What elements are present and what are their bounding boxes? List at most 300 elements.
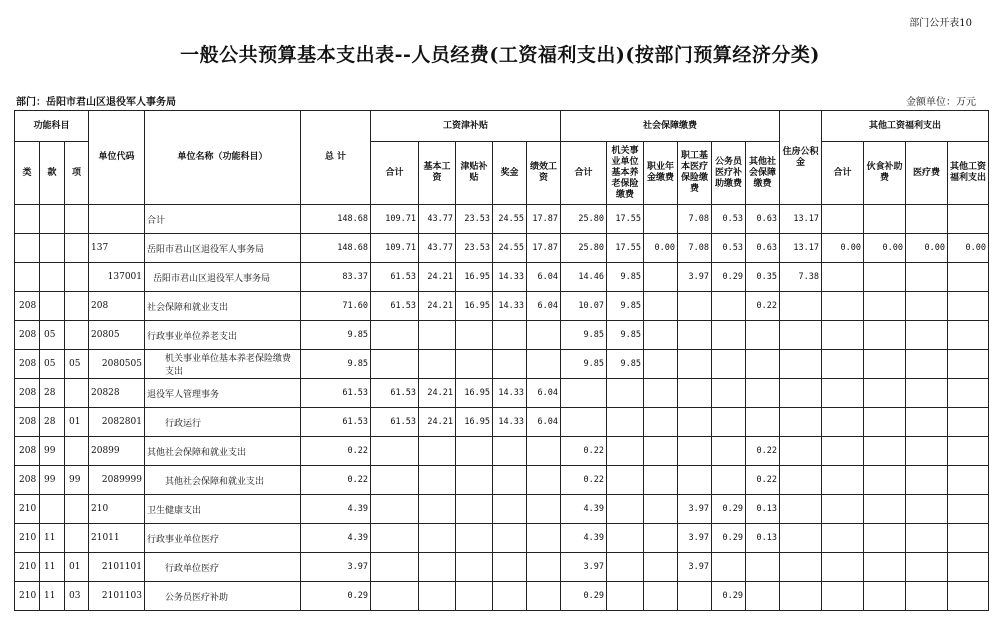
cell-med-fee <box>906 292 948 321</box>
cell-kuan: 11 <box>40 524 65 553</box>
cell-bonus <box>493 350 527 379</box>
header-bonus: 奖金 <box>493 142 527 205</box>
cell-perf-wage: 17.87 <box>527 205 561 234</box>
cell-allowance: 16.95 <box>456 292 493 321</box>
cell-medical <box>678 292 712 321</box>
cell-medical <box>678 321 712 350</box>
cell-lei: 208 <box>15 408 40 437</box>
cell-allowance: 16.95 <box>456 408 493 437</box>
header-lei: 类 <box>15 142 40 205</box>
cell-annuity <box>644 495 678 524</box>
cell-medical <box>678 408 712 437</box>
cell-base-wage: 24.21 <box>419 379 456 408</box>
cell-bonus: 14.33 <box>493 263 527 292</box>
cell-meal <box>864 205 906 234</box>
cell-meal <box>864 292 906 321</box>
cell-other-welfare <box>948 205 989 234</box>
cell-civil-med <box>712 553 746 582</box>
cell-unit-name: 行政单位医疗 <box>145 553 301 582</box>
table-row <box>15 408 989 437</box>
cell-xiang: 99 <box>65 466 89 495</box>
cell-housing-fund <box>780 582 822 611</box>
cell-base-wage: 24.21 <box>419 408 456 437</box>
cell-allowance: 16.95 <box>456 379 493 408</box>
cell-wage-sum <box>371 495 419 524</box>
cell-med-fee <box>906 524 948 553</box>
cell-pension <box>607 553 644 582</box>
cell-other-welfare <box>948 553 989 582</box>
cell-allowance <box>456 350 493 379</box>
cell-unit-code: 208 <box>89 292 145 321</box>
table-row <box>15 437 989 466</box>
cell-med-fee <box>906 379 948 408</box>
table-row <box>15 292 989 321</box>
department-label: 部门：岳阳市君山区退役军人事务局 <box>16 97 176 108</box>
cell-perf-wage: 6.04 <box>527 263 561 292</box>
doc-tag: 部门公开表10 <box>909 18 972 29</box>
cell-bonus: 24.55 <box>493 234 527 263</box>
cell-lei: 210 <box>15 582 40 611</box>
cell-med-fee <box>906 437 948 466</box>
cell-social-sum: 0.29 <box>561 582 607 611</box>
cell-medical <box>678 437 712 466</box>
header-perf-wage: 绩效工资 <box>527 142 561 205</box>
cell-xiang: 03 <box>65 582 89 611</box>
cell-bonus <box>493 437 527 466</box>
cell-unit-name: 其他社会保障和就业支出 <box>145 437 301 466</box>
cell-med-fee <box>906 466 948 495</box>
cell-xiang <box>65 495 89 524</box>
cell-pension <box>607 408 644 437</box>
cell-base-wage: 24.21 <box>419 292 456 321</box>
cell-annuity <box>644 582 678 611</box>
cell-housing-fund <box>780 495 822 524</box>
cell-wage-sum: 61.53 <box>371 408 419 437</box>
cell-kuan: 28 <box>40 379 65 408</box>
cell-kuan: 11 <box>40 582 65 611</box>
budget-table <box>14 110 989 611</box>
cell-annuity <box>644 350 678 379</box>
cell-medical: 3.97 <box>678 524 712 553</box>
cell-xiang <box>65 205 89 234</box>
cell-kuan: 11 <box>40 553 65 582</box>
header-other-group: 其他工资福利支出 <box>822 111 989 142</box>
cell-other-sum <box>822 292 864 321</box>
cell-med-fee: 0.00 <box>906 234 948 263</box>
cell-other-social: 0.22 <box>746 466 780 495</box>
cell-unit-code <box>89 205 145 234</box>
cell-social-sum: 25.80 <box>561 205 607 234</box>
cell-social-sum: 0.22 <box>561 466 607 495</box>
cell-total: 0.22 <box>301 437 371 466</box>
cell-lei: 210 <box>15 495 40 524</box>
cell-other-social: 0.63 <box>746 234 780 263</box>
cell-perf-wage <box>527 582 561 611</box>
cell-base-wage <box>419 495 456 524</box>
cell-other-sum <box>822 466 864 495</box>
header-allowance: 津贴补贴 <box>456 142 493 205</box>
cell-other-welfare <box>948 408 989 437</box>
cell-allowance: 23.53 <box>456 205 493 234</box>
cell-social-sum: 4.39 <box>561 524 607 553</box>
cell-annuity <box>644 321 678 350</box>
cell-base-wage <box>419 582 456 611</box>
cell-allowance: 23.53 <box>456 234 493 263</box>
cell-wage-sum <box>371 466 419 495</box>
cell-pension: 9.85 <box>607 321 644 350</box>
cell-housing-fund <box>780 408 822 437</box>
cell-annuity <box>644 205 678 234</box>
cell-annuity <box>644 437 678 466</box>
cell-base-wage <box>419 524 456 553</box>
cell-med-fee <box>906 205 948 234</box>
cell-allowance <box>456 466 493 495</box>
cell-meal <box>864 582 906 611</box>
cell-social-sum: 10.07 <box>561 292 607 321</box>
table-body <box>15 205 989 611</box>
cell-unit-name: 行政事业单位养老支出 <box>145 321 301 350</box>
amount-unit-label: 金额单位：万元 <box>906 97 976 108</box>
cell-lei: 208 <box>15 466 40 495</box>
cell-total: 9.85 <box>301 321 371 350</box>
cell-other-social <box>746 408 780 437</box>
header-medical: 职工基本医疗保险缴费 <box>678 142 712 205</box>
cell-wage-sum <box>371 582 419 611</box>
cell-other-sum <box>822 437 864 466</box>
cell-perf-wage: 6.04 <box>527 292 561 321</box>
cell-unit-code: 2089999 <box>89 466 145 495</box>
table-row <box>15 350 989 379</box>
cell-unit-code: 2082801 <box>89 408 145 437</box>
cell-other-welfare <box>948 321 989 350</box>
cell-med-fee <box>906 263 948 292</box>
cell-annuity <box>644 408 678 437</box>
cell-lei: 208 <box>15 379 40 408</box>
cell-pension <box>607 379 644 408</box>
cell-total: 4.39 <box>301 524 371 553</box>
cell-other-sum <box>822 524 864 553</box>
header-pension: 机关事业单位基本养老保险缴费 <box>607 142 644 205</box>
cell-civil-med: 0.29 <box>712 524 746 553</box>
cell-unit-name: 合计 <box>145 205 301 234</box>
cell-total: 4.39 <box>301 495 371 524</box>
cell-perf-wage <box>527 466 561 495</box>
header-unit-code: 单位代码 <box>89 111 145 205</box>
header-xiang: 项 <box>65 142 89 205</box>
cell-other-social: 0.35 <box>746 263 780 292</box>
page-title: 一般公共预算基本支出表--人员经费(工资福利支出)(按部门预算经济分类) <box>180 44 820 66</box>
cell-lei <box>15 234 40 263</box>
cell-unit-name: 卫生健康支出 <box>145 495 301 524</box>
cell-other-welfare <box>948 495 989 524</box>
cell-med-fee <box>906 321 948 350</box>
cell-meal <box>864 466 906 495</box>
cell-annuity <box>644 292 678 321</box>
cell-total: 0.22 <box>301 466 371 495</box>
cell-allowance <box>456 437 493 466</box>
cell-annuity <box>644 379 678 408</box>
header-other-social: 其他社会保障缴费 <box>746 142 780 205</box>
cell-civil-med <box>712 321 746 350</box>
cell-base-wage <box>419 437 456 466</box>
cell-unit-name: 行政事业单位医疗 <box>145 524 301 553</box>
header-kuan: 款 <box>40 142 65 205</box>
cell-civil-med: 0.53 <box>712 205 746 234</box>
table-row <box>15 321 989 350</box>
cell-other-social <box>746 553 780 582</box>
cell-lei: 208 <box>15 350 40 379</box>
cell-civil-med <box>712 350 746 379</box>
cell-bonus <box>493 466 527 495</box>
cell-housing-fund: 13.17 <box>780 205 822 234</box>
cell-other-social: 0.13 <box>746 524 780 553</box>
cell-pension <box>607 466 644 495</box>
cell-pension <box>607 495 644 524</box>
cell-meal <box>864 321 906 350</box>
cell-other-sum <box>822 408 864 437</box>
cell-civil-med <box>712 292 746 321</box>
cell-bonus: 14.33 <box>493 292 527 321</box>
cell-unit-code: 2101103 <box>89 582 145 611</box>
cell-pension <box>607 524 644 553</box>
cell-pension: 9.85 <box>607 263 644 292</box>
cell-total: 148.68 <box>301 205 371 234</box>
cell-pension: 9.85 <box>607 350 644 379</box>
cell-annuity <box>644 553 678 582</box>
cell-bonus <box>493 495 527 524</box>
cell-meal <box>864 263 906 292</box>
cell-other-sum <box>822 495 864 524</box>
cell-unit-name: 机关事业单位基本养老保险缴费支出 <box>145 350 301 379</box>
cell-base-wage: 43.77 <box>419 205 456 234</box>
cell-wage-sum: 61.53 <box>371 292 419 321</box>
cell-unit-code: 137001 <box>89 263 145 292</box>
table-row <box>15 379 989 408</box>
header-meal: 伙食补助费 <box>864 142 906 205</box>
cell-other-social <box>746 582 780 611</box>
cell-other-welfare <box>948 263 989 292</box>
cell-unit-name: 公务员医疗补助 <box>145 582 301 611</box>
cell-kuan <box>40 205 65 234</box>
cell-kuan: 28 <box>40 408 65 437</box>
cell-social-sum: 4.39 <box>561 495 607 524</box>
cell-other-social <box>746 379 780 408</box>
cell-other-social <box>746 350 780 379</box>
cell-xiang <box>65 234 89 263</box>
cell-other-welfare: 0.00 <box>948 234 989 263</box>
cell-unit-code: 20805 <box>89 321 145 350</box>
cell-other-social <box>746 321 780 350</box>
header-civil-med: 公务员医疗补助缴费 <box>712 142 746 205</box>
cell-med-fee <box>906 408 948 437</box>
cell-wage-sum <box>371 524 419 553</box>
cell-civil-med: 0.29 <box>712 582 746 611</box>
cell-housing-fund: 13.17 <box>780 234 822 263</box>
cell-med-fee <box>906 350 948 379</box>
cell-social-sum: 3.97 <box>561 553 607 582</box>
cell-wage-sum <box>371 321 419 350</box>
cell-total: 0.29 <box>301 582 371 611</box>
cell-pension: 17.55 <box>607 234 644 263</box>
cell-annuity <box>644 466 678 495</box>
header-wage-sum: 合计 <box>371 142 419 205</box>
cell-base-wage <box>419 553 456 582</box>
cell-wage-sum <box>371 350 419 379</box>
cell-base-wage <box>419 321 456 350</box>
table-row <box>15 582 989 611</box>
cell-other-sum <box>822 321 864 350</box>
cell-other-welfare <box>948 466 989 495</box>
cell-allowance <box>456 495 493 524</box>
cell-xiang <box>65 321 89 350</box>
cell-base-wage: 43.77 <box>419 234 456 263</box>
cell-lei: 208 <box>15 321 40 350</box>
cell-other-welfare <box>948 437 989 466</box>
cell-civil-med <box>712 379 746 408</box>
cell-kuan <box>40 292 65 321</box>
cell-housing-fund <box>780 466 822 495</box>
cell-xiang <box>65 437 89 466</box>
cell-other-welfare <box>948 292 989 321</box>
cell-med-fee <box>906 582 948 611</box>
cell-med-fee <box>906 553 948 582</box>
cell-pension: 9.85 <box>607 292 644 321</box>
cell-meal <box>864 350 906 379</box>
cell-civil-med: 0.29 <box>712 495 746 524</box>
cell-lei: 210 <box>15 524 40 553</box>
cell-social-sum <box>561 379 607 408</box>
cell-pension <box>607 437 644 466</box>
cell-medical: 7.08 <box>678 205 712 234</box>
cell-base-wage: 24.21 <box>419 263 456 292</box>
cell-medical <box>678 350 712 379</box>
cell-base-wage <box>419 350 456 379</box>
cell-total: 148.68 <box>301 234 371 263</box>
table-row <box>15 263 989 292</box>
cell-other-welfare <box>948 582 989 611</box>
cell-allowance <box>456 582 493 611</box>
table-row <box>15 234 989 263</box>
cell-other-social: 0.22 <box>746 292 780 321</box>
cell-unit-code: 210 <box>89 495 145 524</box>
header-wage-group: 工资津补贴 <box>371 111 561 142</box>
cell-allowance <box>456 321 493 350</box>
header-social-group: 社会保障缴费 <box>561 111 780 142</box>
cell-wage-sum: 109.71 <box>371 234 419 263</box>
cell-meal: 0.00 <box>864 234 906 263</box>
cell-lei: 210 <box>15 553 40 582</box>
cell-kuan: 05 <box>40 321 65 350</box>
table-row <box>15 495 989 524</box>
cell-pension: 17.55 <box>607 205 644 234</box>
cell-wage-sum <box>371 437 419 466</box>
cell-meal <box>864 553 906 582</box>
cell-civil-med <box>712 408 746 437</box>
cell-perf-wage: 17.87 <box>527 234 561 263</box>
cell-kuan <box>40 263 65 292</box>
cell-annuity <box>644 524 678 553</box>
cell-medical <box>678 466 712 495</box>
cell-other-sum: 0.00 <box>822 234 864 263</box>
cell-perf-wage <box>527 524 561 553</box>
cell-civil-med: 0.53 <box>712 234 746 263</box>
cell-xiang: 01 <box>65 408 89 437</box>
cell-other-sum <box>822 379 864 408</box>
cell-medical: 7.08 <box>678 234 712 263</box>
cell-other-welfare <box>948 524 989 553</box>
cell-housing-fund <box>780 553 822 582</box>
cell-bonus <box>493 524 527 553</box>
header-other-welfare: 其他工资福利支出 <box>948 142 989 205</box>
cell-social-sum: 9.85 <box>561 350 607 379</box>
cell-civil-med <box>712 437 746 466</box>
cell-medical <box>678 379 712 408</box>
cell-other-social: 0.13 <box>746 495 780 524</box>
cell-other-sum <box>822 582 864 611</box>
header-annuity: 职业年金缴费 <box>644 142 678 205</box>
cell-social-sum: 25.80 <box>561 234 607 263</box>
cell-other-sum <box>822 553 864 582</box>
header-unit-name: 单位名称（功能科目） <box>145 111 301 205</box>
cell-xiang <box>65 524 89 553</box>
cell-perf-wage: 6.04 <box>527 408 561 437</box>
cell-unit-code: 20828 <box>89 379 145 408</box>
table-row <box>15 553 989 582</box>
cell-bonus <box>493 582 527 611</box>
cell-housing-fund <box>780 321 822 350</box>
cell-perf-wage <box>527 495 561 524</box>
cell-lei: 208 <box>15 292 40 321</box>
cell-xiang: 05 <box>65 350 89 379</box>
cell-xiang <box>65 292 89 321</box>
cell-allowance <box>456 553 493 582</box>
cell-allowance: 16.95 <box>456 263 493 292</box>
cell-total: 3.97 <box>301 553 371 582</box>
cell-medical: 3.97 <box>678 553 712 582</box>
cell-allowance <box>456 524 493 553</box>
cell-meal <box>864 408 906 437</box>
cell-other-sum <box>822 205 864 234</box>
cell-base-wage <box>419 466 456 495</box>
table-row <box>15 524 989 553</box>
header-med-fee: 医疗费 <box>906 142 948 205</box>
cell-perf-wage <box>527 553 561 582</box>
cell-total: 9.85 <box>301 350 371 379</box>
cell-bonus <box>493 321 527 350</box>
cell-meal <box>864 495 906 524</box>
cell-perf-wage <box>527 350 561 379</box>
cell-medical: 3.97 <box>678 495 712 524</box>
cell-civil-med: 0.29 <box>712 263 746 292</box>
cell-housing-fund <box>780 350 822 379</box>
cell-unit-name: 其他社会保障和就业支出 <box>145 466 301 495</box>
header-social-sum: 合计 <box>561 142 607 205</box>
cell-lei <box>15 205 40 234</box>
table-row <box>15 205 989 234</box>
header-base-wage: 基本工资 <box>419 142 456 205</box>
cell-unit-name: 社会保障和就业支出 <box>145 292 301 321</box>
cell-meal <box>864 379 906 408</box>
cell-social-sum: 9.85 <box>561 321 607 350</box>
cell-meal <box>864 524 906 553</box>
cell-pension <box>607 582 644 611</box>
cell-bonus <box>493 553 527 582</box>
cell-total: 83.37 <box>301 263 371 292</box>
cell-kuan <box>40 495 65 524</box>
cell-unit-code: 137 <box>89 234 145 263</box>
cell-unit-name: 岳阳市君山区退役军人事务局 <box>145 263 301 292</box>
cell-unit-name: 岳阳市君山区退役军人事务局 <box>145 234 301 263</box>
